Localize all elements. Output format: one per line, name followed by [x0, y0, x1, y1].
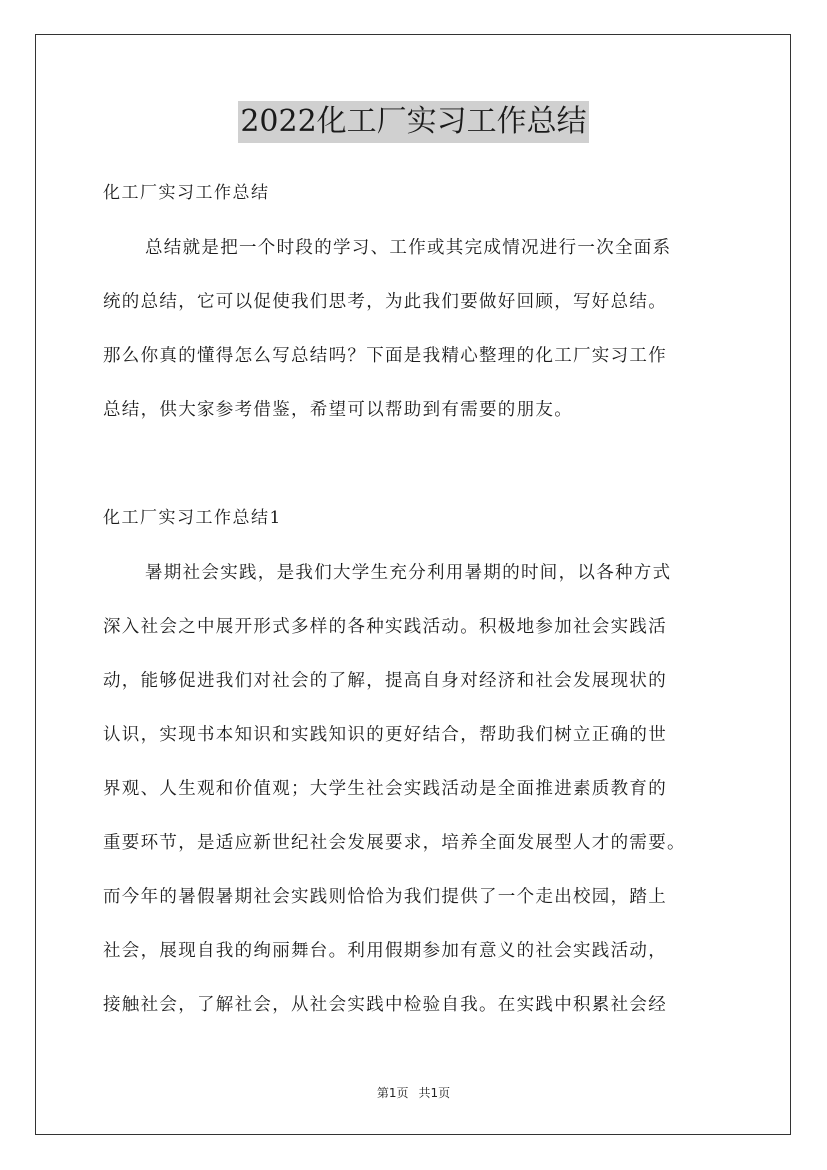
section1-line: 暑期社会实践，是我们大学生充分利用暑期的时间，以各种方式 — [145, 563, 672, 583]
section1-line: 认识，实现书本知识和实践知识的更好结合，帮助我们树立正确的世 — [103, 725, 667, 745]
intro-line: 总结就是把一个时段的学习、工作或其完成情况进行一次全面系 — [145, 238, 672, 258]
section1-line: 动，能够促进我们对社会的了解，提高自身对经济和社会发展现状的 — [103, 671, 667, 691]
section1-line: 界观、人生观和价值观；大学生社会实践活动是全面推进素质教育的 — [103, 779, 667, 799]
document-title-text: 2022化工厂实习工作总结 — [238, 101, 588, 143]
intro-line: 总结，供大家参考借鉴，希望可以帮助到有需要的朋友。 — [103, 400, 573, 420]
section1-line: 社会，展现自我的绚丽舞台。利用假期参加有意义的社会实践活动， — [103, 941, 667, 961]
intro-paragraph — [103, 236, 743, 452]
section1-line: 而今年的暑假暑期社会实践则恰恰为我们提供了一个走出校园，踏上 — [103, 887, 667, 907]
page-total: 共1页 — [418, 1086, 451, 1100]
document-title — [0, 101, 827, 143]
section1-paragraph — [103, 561, 743, 1047]
page-number: 第1页 — [376, 1086, 409, 1100]
section1-heading: 化工厂实习工作总结1 — [103, 508, 282, 528]
section1-line: 接触社会，了解社会，从社会实践中检验自我。在实践中积累社会经 — [103, 995, 667, 1015]
intro-line: 统的总结，它可以促使我们思考，为此我们要做好回顾，写好总结。 — [103, 292, 667, 312]
section1-line: 深入社会之中展开形式多样的各种实践活动。积极地参加社会实践活 — [103, 617, 667, 637]
intro-heading: 化工厂实习工作总结 — [103, 183, 270, 203]
page-footer — [0, 1084, 827, 1101]
intro-line: 那么你真的懂得怎么写总结吗？下面是我精心整理的化工厂实习工作 — [103, 346, 667, 366]
section1-line: 重要环节，是适应新世纪社会发展要求，培养全面发展型人才的需要。 — [103, 833, 686, 853]
